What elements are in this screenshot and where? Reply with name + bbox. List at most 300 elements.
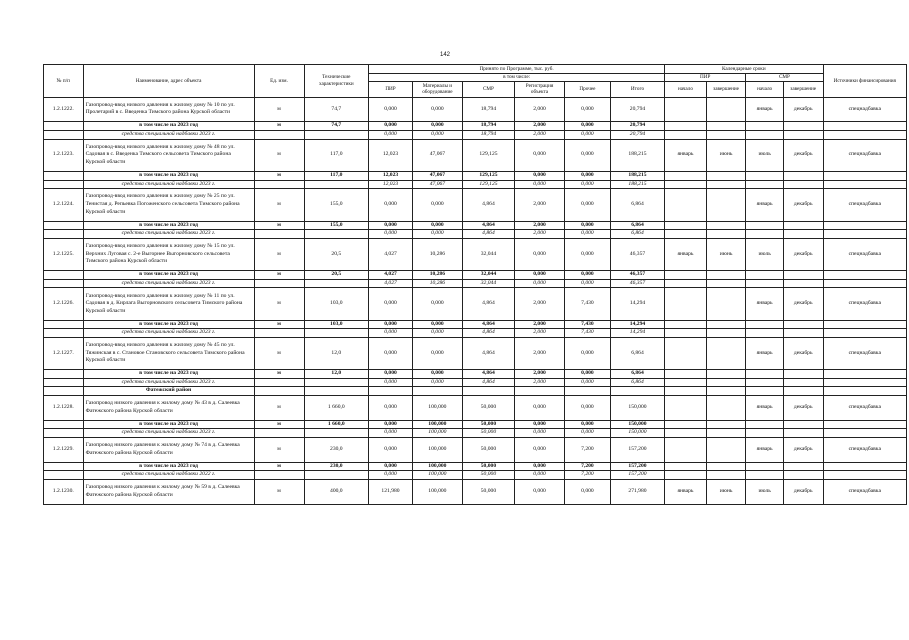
sum-mat: 100,000 <box>412 420 462 429</box>
page-number: 142 <box>440 52 451 58</box>
unit-cell: м <box>254 396 304 421</box>
value-smr: 50,000 <box>462 396 514 421</box>
src-pir: 12,023 <box>369 180 413 189</box>
sum-total: 157,200 <box>610 462 664 471</box>
header-materials: Материалы и оборудование <box>412 81 462 97</box>
empty-cell <box>706 279 746 288</box>
row-number: 1.2.1228. <box>44 396 84 421</box>
empty-cell <box>706 370 746 379</box>
value-smr: 50,000 <box>462 480 514 505</box>
tech-cell: 12,0 <box>304 337 369 369</box>
sum-reg: 0,000 <box>515 462 565 471</box>
src-mat: 47,067 <box>412 180 462 189</box>
empty-cell <box>746 387 784 396</box>
sum-total: 46,357 <box>610 271 664 280</box>
empty-cell <box>665 370 707 379</box>
smr-end-cell: декабрь <box>783 337 823 369</box>
empty-cell <box>783 420 823 429</box>
src-total: 6,864 <box>610 230 664 239</box>
value-reg: 0,000 <box>515 438 565 463</box>
empty-cell <box>706 271 746 280</box>
sum-label: в том числе на 2023 год <box>83 462 254 471</box>
empty-cell <box>304 180 369 189</box>
empty-cell <box>665 171 707 180</box>
header-other: Прочее <box>565 81 611 97</box>
pir-end-cell <box>706 189 746 221</box>
value-other: 0,000 <box>565 238 611 270</box>
empty-cell <box>665 130 707 139</box>
sum-reg: 2,000 <box>515 370 565 379</box>
table-row-sum <box>44 221 907 230</box>
sum-mat: 47,067 <box>412 171 462 180</box>
empty-cell <box>706 429 746 438</box>
empty-cell <box>823 420 906 429</box>
value-other: 0,000 <box>565 97 611 122</box>
source-cell: спецнадбавка <box>823 337 906 369</box>
tech-cell: 230,0 <box>304 462 369 471</box>
src-smr: 32,044 <box>462 279 514 288</box>
value-total: 46,357 <box>610 238 664 270</box>
empty-cell <box>44 130 84 139</box>
src-other: 0,000 <box>565 230 611 239</box>
pir-start-cell: январь <box>665 139 707 171</box>
empty-cell <box>44 271 84 280</box>
value-smr: 50,000 <box>462 438 514 463</box>
empty-cell <box>304 130 369 139</box>
empty-cell <box>44 180 84 189</box>
table-row-item <box>44 139 907 171</box>
table-row-src <box>44 471 907 480</box>
smr-end-cell: декабрь <box>783 139 823 171</box>
sum-other: 0,000 <box>565 171 611 180</box>
object-name: Газопровод-ввод низкого давления к жилому дому № 15 по ул. Верхних Луговая с. 2-е Выгорнее Выгорновского сельсовета Тимского района Курской области <box>83 238 254 270</box>
empty-cell <box>746 320 784 329</box>
empty-cell <box>783 429 823 438</box>
src-reg: 2,000 <box>515 378 565 387</box>
empty-cell <box>706 221 746 230</box>
empty-cell <box>44 329 84 338</box>
header-pir-start: начало <box>665 81 707 97</box>
pir-start-cell: январь <box>665 480 707 505</box>
empty-cell <box>515 387 565 396</box>
unit-cell: м <box>254 288 304 320</box>
empty-cell <box>44 462 84 471</box>
sum-other: 7,200 <box>565 462 611 471</box>
value-total: 157,200 <box>610 438 664 463</box>
sum-smr: 129,125 <box>462 171 514 180</box>
pir-end-cell: июнь <box>706 480 746 505</box>
empty-cell <box>44 279 84 288</box>
value-smr: 4,864 <box>462 337 514 369</box>
unit-cell: м <box>254 139 304 171</box>
empty-cell <box>746 221 784 230</box>
sum-pir: 4,027 <box>369 271 413 280</box>
src-reg: 0,000 <box>515 471 565 480</box>
empty-cell <box>665 221 707 230</box>
empty-cell <box>746 279 784 288</box>
empty-cell <box>254 429 304 438</box>
value-reg: 0,000 <box>515 480 565 505</box>
src-other: 7,200 <box>565 471 611 480</box>
empty-cell <box>665 429 707 438</box>
empty-cell <box>783 171 823 180</box>
sum-smr: 50,000 <box>462 420 514 429</box>
sum-reg: 2,000 <box>515 221 565 230</box>
sum-label: в том числе на 2023 год <box>83 420 254 429</box>
tech-cell: 155,0 <box>304 189 369 221</box>
value-reg: 0,000 <box>515 396 565 421</box>
unit-cell: м <box>254 480 304 505</box>
src-mat: 0,000 <box>412 329 462 338</box>
unit-cell: м <box>254 337 304 369</box>
object-name: Газопровод низкого давления к жилому дому № 43 в д. Салеевка Фатежского района Курской области <box>83 396 254 421</box>
value-pir: 0,000 <box>369 97 413 122</box>
empty-cell <box>254 471 304 480</box>
value-smr: 4,864 <box>462 288 514 320</box>
empty-cell <box>823 279 906 288</box>
tech-cell: 20,5 <box>304 271 369 280</box>
source-label: средства специальной надбавки 2023 г. <box>83 329 254 338</box>
unit-cell: м <box>254 97 304 122</box>
src-other: 7,430 <box>565 329 611 338</box>
empty-cell <box>823 271 906 280</box>
empty-cell <box>44 420 84 429</box>
empty-cell <box>783 329 823 338</box>
object-name: Газопровод-ввод низкого давления к жилому дому № 48 по ул. Садовая в с. Введенка Тимского сельсовета Тимского района Курской области <box>83 139 254 171</box>
region-label: Фатежский район <box>83 387 254 396</box>
object-name: Газопровод-ввод низкого давления к жилому дому № 25 по ул. Тенистая д. Репьевка Погоженского сельсовета Тимского района Курской области <box>83 189 254 221</box>
source-cell: спецнадбавка <box>823 438 906 463</box>
empty-cell <box>412 387 462 396</box>
empty-cell <box>746 471 784 480</box>
sum-pir: 12,023 <box>369 171 413 180</box>
value-mat: 100,000 <box>412 396 462 421</box>
value-total: 6,864 <box>610 337 664 369</box>
sum-pir: 0,000 <box>369 122 413 131</box>
table-row-src <box>44 130 907 139</box>
value-reg: 2,000 <box>515 97 565 122</box>
unit-cell: м <box>254 370 304 379</box>
smr-start-cell: июль <box>746 139 784 171</box>
value-mat: 10,286 <box>412 238 462 270</box>
sum-mat: 100,000 <box>412 462 462 471</box>
empty-cell <box>823 221 906 230</box>
empty-cell <box>746 130 784 139</box>
sum-reg: 0,000 <box>515 171 565 180</box>
empty-cell <box>706 471 746 480</box>
src-pir: 0,000 <box>369 230 413 239</box>
empty-cell <box>823 329 906 338</box>
row-number: 1.2.1224. <box>44 189 84 221</box>
value-other: 0,000 <box>565 396 611 421</box>
tech-cell: 103,0 <box>304 288 369 320</box>
src-pir: 0,000 <box>369 429 413 438</box>
value-mat: 47,067 <box>412 139 462 171</box>
value-other: 7,200 <box>565 438 611 463</box>
src-other: 0,000 <box>565 279 611 288</box>
empty-cell <box>44 122 84 131</box>
empty-cell <box>823 387 906 396</box>
src-total: 188,215 <box>610 180 664 189</box>
src-other: 0,000 <box>565 130 611 139</box>
value-total: 14,294 <box>610 288 664 320</box>
empty-cell <box>746 122 784 131</box>
empty-cell <box>823 462 906 471</box>
sum-smr: 4,864 <box>462 221 514 230</box>
sum-label: в том числе на 2023 год <box>83 271 254 280</box>
tech-cell: 12,0 <box>304 370 369 379</box>
sum-label: в том числе на 2023 год <box>83 320 254 329</box>
value-reg: 0,000 <box>515 238 565 270</box>
smr-end-cell: декабрь <box>783 97 823 122</box>
empty-cell <box>665 271 707 280</box>
value-pir: 0,000 <box>369 438 413 463</box>
value-pir: 0,000 <box>369 189 413 221</box>
value-reg: 0,000 <box>515 139 565 171</box>
src-reg: 2,000 <box>515 329 565 338</box>
empty-cell <box>823 230 906 239</box>
unit-cell: м <box>254 271 304 280</box>
tech-cell: 74,7 <box>304 97 369 122</box>
header-schedule: Календарные сроки <box>665 65 823 74</box>
table-row-item <box>44 480 907 505</box>
empty-cell <box>665 230 707 239</box>
sum-label: в том числе на 2023 год <box>83 171 254 180</box>
value-mat: 0,000 <box>412 337 462 369</box>
source-cell: спецнадбавка <box>823 396 906 421</box>
smr-end-cell: декабрь <box>783 238 823 270</box>
tech-cell: 103,0 <box>304 320 369 329</box>
table-row-item <box>44 97 907 122</box>
value-other: 0,000 <box>565 337 611 369</box>
empty-cell <box>665 329 707 338</box>
src-pir: 4,027 <box>369 279 413 288</box>
empty-cell <box>746 370 784 379</box>
src-mat: 0,000 <box>412 230 462 239</box>
value-total: 271,980 <box>610 480 664 505</box>
table-row-item <box>44 288 907 320</box>
src-smr: 4,864 <box>462 230 514 239</box>
value-reg: 2,000 <box>515 189 565 221</box>
empty-cell <box>783 370 823 379</box>
smr-start-cell: июль <box>746 238 784 270</box>
empty-cell <box>304 387 369 396</box>
smr-end-cell: декабрь <box>783 438 823 463</box>
value-pir: 4,027 <box>369 238 413 270</box>
empty-cell <box>254 387 304 396</box>
unit-cell: м <box>254 320 304 329</box>
empty-cell <box>665 387 707 396</box>
sum-pir: 0,000 <box>369 462 413 471</box>
program-table-wrapper <box>43 64 907 505</box>
empty-cell <box>823 171 906 180</box>
table-row-item <box>44 396 907 421</box>
empty-cell <box>823 130 906 139</box>
row-number: 1.2.1230. <box>44 480 84 505</box>
empty-cell <box>665 279 707 288</box>
src-other: 0,000 <box>565 180 611 189</box>
header-sched-smr: СМР <box>746 74 823 82</box>
empty-cell <box>746 420 784 429</box>
source-cell: спецнадбавка <box>823 238 906 270</box>
unit-cell: м <box>254 462 304 471</box>
empty-cell <box>304 230 369 239</box>
empty-cell <box>783 230 823 239</box>
value-pir: 12,023 <box>369 139 413 171</box>
empty-cell <box>706 171 746 180</box>
row-number: 1.2.1223. <box>44 139 84 171</box>
src-reg: 2,000 <box>515 130 565 139</box>
sum-pir: 0,000 <box>369 370 413 379</box>
value-mat: 100,000 <box>412 480 462 505</box>
value-smr: 129,125 <box>462 139 514 171</box>
object-name: Газопровод-ввод низкого давления к жилому дому № 10 по ул. Пролетарий в с. Введенка Тимского района Курской области <box>83 97 254 122</box>
table-row-item <box>44 189 907 221</box>
unit-cell: м <box>254 238 304 270</box>
empty-cell <box>665 462 707 471</box>
sum-mat: 0,000 <box>412 320 462 329</box>
sum-other: 7,430 <box>565 320 611 329</box>
pir-end-cell <box>706 438 746 463</box>
sum-label: в том числе на 2023 год <box>83 370 254 379</box>
empty-cell <box>746 429 784 438</box>
empty-cell <box>746 378 784 387</box>
header-tech: Технические характеристики <box>304 65 369 98</box>
value-smr: 32,044 <box>462 238 514 270</box>
src-mat: 0,000 <box>412 378 462 387</box>
pir-end-cell <box>706 288 746 320</box>
empty-cell <box>783 221 823 230</box>
empty-cell <box>783 271 823 280</box>
empty-cell <box>44 370 84 379</box>
object-name: Газопровод низкого давления к жилому дому № 74 в д. Салеевка Фатежского района Курской области <box>83 438 254 463</box>
row-number: 1.2.1229. <box>44 438 84 463</box>
empty-cell <box>823 370 906 379</box>
src-mat: 100,000 <box>412 471 462 480</box>
tech-cell: 117,0 <box>304 139 369 171</box>
empty-cell <box>823 122 906 131</box>
empty-cell <box>610 387 664 396</box>
pir-end-cell <box>706 337 746 369</box>
empty-cell <box>44 320 84 329</box>
empty-cell <box>304 429 369 438</box>
src-pir: 0,000 <box>369 471 413 480</box>
object-name: Газопровод-ввод низкого давления к жилому дому № 11 по ул. Садовая в д. Кирлага Выгорновского сельсовета Тимского района Курской области <box>83 288 254 320</box>
object-name: Газопровод низкого давления к жилому дому № 59 в д. Салеевка Фатежского района Курской области <box>83 480 254 505</box>
sum-total: 20,794 <box>610 122 664 131</box>
header-total: Итого <box>610 81 664 97</box>
pir-end-cell: июнь <box>706 238 746 270</box>
sum-pir: 0,000 <box>369 221 413 230</box>
sum-reg: 2,000 <box>515 122 565 131</box>
smr-start-cell: январь <box>746 438 784 463</box>
empty-cell <box>254 180 304 189</box>
sum-smr: 18,794 <box>462 122 514 131</box>
src-smr: 4,864 <box>462 378 514 387</box>
empty-cell <box>304 471 369 480</box>
value-pir: 0,000 <box>369 337 413 369</box>
source-cell: спецнадбавка <box>823 189 906 221</box>
sum-label: в том числе на 2023 год <box>83 122 254 131</box>
smr-start-cell: январь <box>746 189 784 221</box>
table-body <box>44 97 907 504</box>
src-smr: 18,794 <box>462 130 514 139</box>
empty-cell <box>369 387 413 396</box>
empty-cell <box>823 471 906 480</box>
src-reg: 0,000 <box>515 279 565 288</box>
tech-cell: 400,0 <box>304 480 369 505</box>
empty-cell <box>44 429 84 438</box>
smr-start-cell: январь <box>746 97 784 122</box>
empty-cell <box>783 279 823 288</box>
pir-end-cell: июнь <box>706 139 746 171</box>
pir-start-cell <box>665 337 707 369</box>
empty-cell <box>783 387 823 396</box>
pir-start-cell <box>665 396 707 421</box>
empty-cell <box>706 180 746 189</box>
empty-cell <box>665 420 707 429</box>
value-total: 150,000 <box>610 396 664 421</box>
value-pir: 0,000 <box>369 396 413 421</box>
empty-cell <box>44 171 84 180</box>
value-reg: 2,000 <box>515 337 565 369</box>
value-total: 188,215 <box>610 139 664 171</box>
empty-cell <box>783 130 823 139</box>
sum-other: 0,000 <box>565 271 611 280</box>
sum-total: 6,864 <box>610 370 664 379</box>
value-total: 6,864 <box>610 189 664 221</box>
value-mat: 0,000 <box>412 189 462 221</box>
table-row-sum <box>44 420 907 429</box>
sum-other: 0,000 <box>565 370 611 379</box>
src-mat: 0,000 <box>412 130 462 139</box>
sum-pir: 0,000 <box>369 320 413 329</box>
src-mat: 100,000 <box>412 429 462 438</box>
src-smr: 129,125 <box>462 180 514 189</box>
table-row-src <box>44 230 907 239</box>
empty-cell <box>304 378 369 387</box>
empty-cell <box>706 130 746 139</box>
source-cell: спецнадбавка <box>823 288 906 320</box>
table-header <box>44 65 907 98</box>
empty-cell <box>304 329 369 338</box>
pir-start-cell <box>665 189 707 221</box>
smr-end-cell: декабрь <box>783 189 823 221</box>
row-number: 1.2.1227. <box>44 337 84 369</box>
empty-cell <box>783 462 823 471</box>
empty-cell <box>462 387 514 396</box>
value-smr: 4,864 <box>462 189 514 221</box>
header-program: Принято по Программе, тыс. руб. <box>369 65 665 74</box>
sum-reg: 0,000 <box>515 420 565 429</box>
empty-cell <box>746 462 784 471</box>
source-label: средства специальной надбавки 2023 г. <box>83 378 254 387</box>
empty-cell <box>823 320 906 329</box>
smr-start-cell: июль <box>746 480 784 505</box>
sum-mat: 0,000 <box>412 122 462 131</box>
empty-cell <box>254 279 304 288</box>
unit-cell: м <box>254 122 304 131</box>
src-other: 0,000 <box>565 378 611 387</box>
empty-cell <box>254 130 304 139</box>
header-num: № п/п <box>44 65 84 98</box>
table-row-src <box>44 279 907 288</box>
empty-cell <box>44 387 84 396</box>
sum-reg: 2,000 <box>515 320 565 329</box>
empty-cell <box>254 378 304 387</box>
source-label: средства специальной надбавки 2023 г. <box>83 130 254 139</box>
source-cell: спецнадбавка <box>823 97 906 122</box>
